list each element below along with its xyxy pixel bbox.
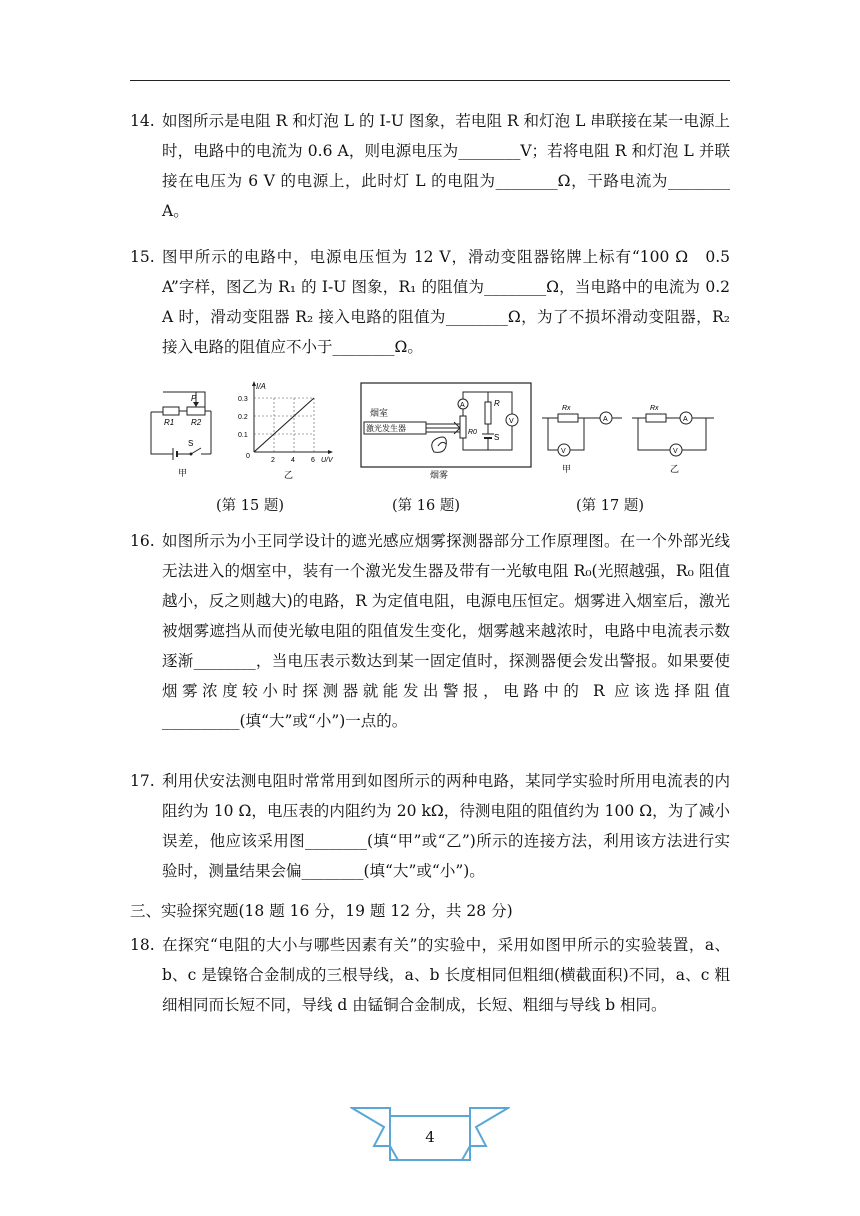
question-text: 利用伏安法测电阻时常常用到如图所示的两种电路，某同学实验时所用电流表的内阻约为 10 Ω，电压表的内阻约为 20 kΩ，待测电阻的阻值约为 100 Ω，为了减小误差，他应该采用图________(填“甲”或“乙”)所示的连接方法，利用该方法进行实验时，测量结果会偏________(填“大”或“小”)。	[162, 772, 730, 880]
figure-17-circuit-yi	[630, 398, 716, 478]
resistor-rx	[646, 414, 666, 422]
section-heading: 三、实验探究题(18 题 16 分，19 题 12 分，共 28 分)	[130, 902, 513, 920]
question-14	[130, 106, 730, 226]
label-ammeter: A	[460, 402, 465, 409]
label-yi: 乙	[284, 470, 294, 480]
y-tick: 0.2	[238, 414, 248, 421]
y-tick: 0	[246, 453, 250, 460]
figure-16-circuit	[360, 382, 532, 482]
caption-fig17: (第 17 题)	[576, 498, 644, 514]
question-text: 图甲所示的电路中，电源电压恒为 12 V，滑动变阻器铭牌上标有“100 Ω 0.5 A”字样，图乙为 R₁ 的 I-U 图象，R₁ 的阻值为________Ω，当电路中的电流为 0.2 A 时，滑动变阻器 R₂ 接入电路的阻值为________Ω，为了不损坏滑动变阻器，R₂ 接入电路的阻值应不小于________Ω。	[162, 248, 730, 356]
label-voltmeter: V	[561, 448, 566, 455]
label-room: 烟室	[370, 408, 389, 418]
question-text: 如图所示为小王同学设计的遮光感应烟雾探测器部分工作原理图。在一个外部光线无法进入的烟室中，装有一个激光发生器及带有一光敏电阻 R₀(光照越强，R₀ 阻值越小，反之则越大)的电路，R 为定值电阻，电源电压恒定。烟雾进入烟室后，激光被烟雾遮挡从而使光敏电阻的阻值发生变化，烟雾越来越浓时，电路中电流表示数逐渐________，当电压表示数达到某一固定值时，探测器便会发出警报。如果要使烟雾浓度较小时探测器就能发出警报，电路中的 R 应该选择阻值__________(填“大”或“小”)一点的。	[162, 532, 730, 730]
x-tick: 4	[291, 457, 295, 464]
question-number: 18.	[130, 936, 155, 954]
question-text: 如图所示是电阻 R 和灯泡 L 的 I-U 图象，若电阻 R 和灯泡 L 串联接在某一电源上时，电路中的电流为 0.6 A，则电源电压为________V；若将电阻 R 和灯泡 L 并联接在电压为 6 V 的电源上，此时灯 L 的电阻为________Ω，干路电流为________ A。	[162, 112, 730, 220]
label-jia: 甲	[178, 468, 188, 478]
label-rx: Rx	[562, 405, 571, 412]
question-text: 在探究“电阻的大小与哪些因素有关”的实验中，采用如图甲所示的实验装置，a、b、c 是镍铬合金制成的三根导线，a、b 长度相同但粗细(横截面积)不同，a、c 粗细相同而长短不同，导线 d 由锰铜合金制成，长短、粗细与导线 b 相同。	[162, 936, 730, 1014]
label-ammeter: A	[603, 416, 608, 423]
label-voltmeter: V	[509, 418, 514, 425]
question-15	[130, 242, 730, 362]
top-rule	[130, 80, 730, 81]
label-s: S	[188, 439, 194, 448]
label-ammeter: A	[683, 416, 688, 423]
y-axis-label: I/A	[256, 382, 266, 391]
resistor-rx	[558, 414, 578, 422]
label-voltmeter: V	[673, 448, 678, 455]
label-s: S	[494, 433, 500, 442]
label-jia: 甲	[562, 464, 572, 474]
question-number: 14.	[130, 112, 155, 130]
caption-fig15: (第 15 题)	[216, 498, 284, 514]
label-r0: R0	[468, 429, 477, 436]
label-rx: Rx	[650, 405, 659, 412]
label-p: P	[191, 394, 197, 403]
x-axis-label: U/V	[321, 457, 333, 464]
question-number: 15.	[130, 248, 155, 266]
x-tick: 6	[311, 457, 315, 464]
r1-line	[254, 398, 314, 452]
y-tick: 0.3	[238, 396, 248, 403]
caption-fig16: (第 16 题)	[392, 498, 460, 514]
figure-17-circuit-jia	[538, 398, 624, 478]
page-number: 4	[425, 1128, 435, 1146]
question-17	[130, 766, 730, 886]
photoresistor	[460, 416, 466, 438]
question-number: 16.	[130, 532, 155, 550]
y-tick: 0.1	[238, 432, 248, 439]
question-number: 17.	[130, 772, 155, 790]
label-laser: 激光发生器	[366, 424, 406, 433]
label-r2: R2	[191, 418, 202, 427]
question-18	[130, 930, 730, 1020]
figure-15-graph	[232, 380, 342, 484]
question-16	[130, 526, 730, 736]
label-smoke: 烟雾	[430, 470, 449, 480]
x-tick: 2	[271, 457, 275, 464]
figure-15-circuit	[143, 390, 215, 482]
label-yi: 乙	[670, 464, 680, 474]
label-r1: R1	[164, 418, 175, 427]
label-r: R	[494, 399, 500, 408]
